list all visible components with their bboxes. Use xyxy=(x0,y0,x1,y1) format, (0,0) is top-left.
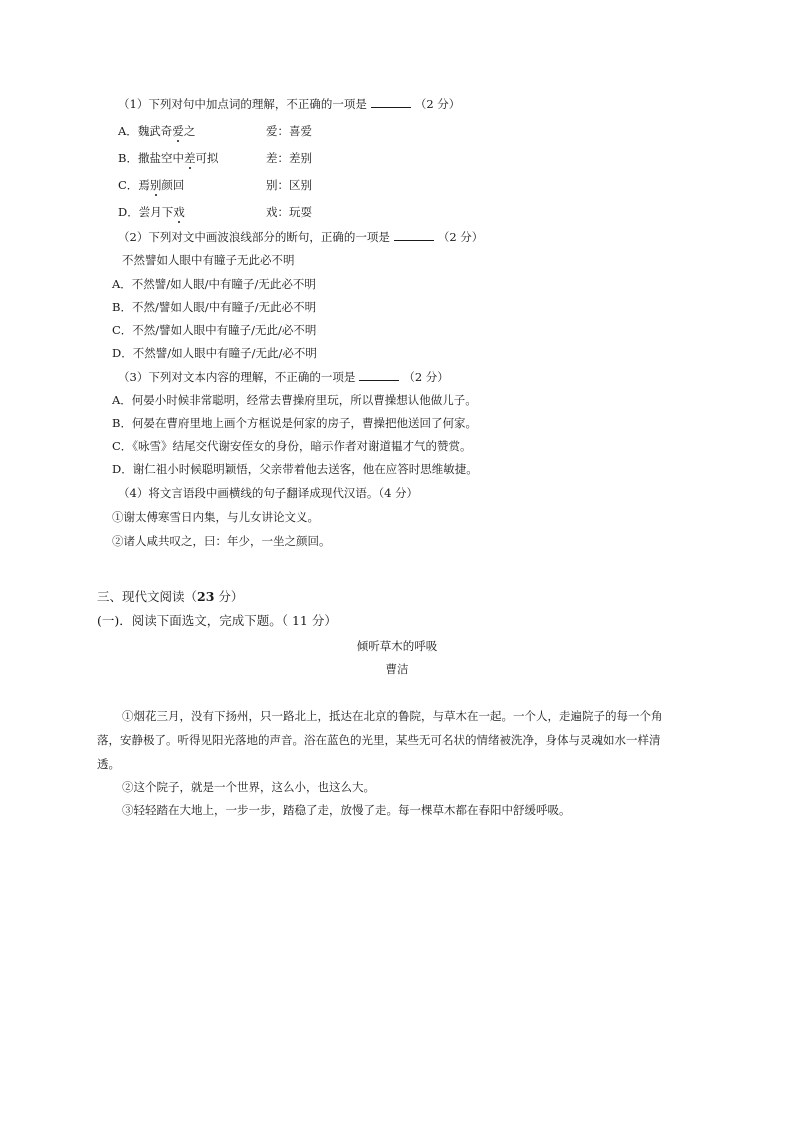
paragraph: ③轻轻踏在大地上，一步一步，踏稳了走，放慢了走。每一棵草木都在春阳中舒缓呼吸。 xyxy=(122,803,571,817)
q4-item-2: ②诸人咸共叹之，曰：年少，一坐之颜回。 xyxy=(112,534,331,548)
q1-option-d xyxy=(118,204,312,220)
paragraph: ②这个院子，就是一个世界，这么小，也这么大。 xyxy=(122,780,375,794)
q3-stem-text: （3）下列对文本内容的理解，不正确的一项是 xyxy=(118,370,356,384)
essay-title: 倾听草木的呼吸 xyxy=(356,639,438,653)
q2-option-c: C．不然/譬如人眼中有瞳子/无此/必不明 xyxy=(112,323,317,337)
option-gloss: 别：区别 xyxy=(266,178,312,192)
option-gloss: 爱：喜爱 xyxy=(266,124,312,138)
q3-option-c: C．《咏雪》结尾交代谢安侄女的身份，暗示作者对谢道韫才气的赞赏。 xyxy=(112,439,472,453)
q1-stem-text: （1）下列对句中加点词的理解，不正确的一项是 xyxy=(118,97,367,111)
q3-option-a: A．何晏小时候非常聪明，经常去曹操府里玩，所以曹操想认他做儿子。 xyxy=(112,393,477,407)
dotted-word: 爱 xyxy=(172,124,184,138)
q1-option-a xyxy=(118,123,312,139)
q2-option-d: D．不然譬/如人眼中有瞳子/无此/必不明 xyxy=(112,346,317,360)
dotted-word: 别 xyxy=(149,178,162,192)
option-text: 可拟 xyxy=(195,151,219,165)
option-letter: B． xyxy=(118,151,138,165)
q1-answer-blank[interactable] xyxy=(371,96,411,108)
section-title xyxy=(97,589,243,605)
q2-sentence: 不然譬如人眼中有瞳子无此必不明 xyxy=(122,253,295,267)
option-letter: C． xyxy=(118,178,139,192)
q2-stem-text: （2）下列对文中画波浪线部分的断句，正确的一项是 xyxy=(118,230,390,244)
q3-stem xyxy=(118,369,449,385)
subsection-title: (一)．阅读下面选文，完成下题。（ 11 分） xyxy=(97,613,337,628)
dotted-word: 戏 xyxy=(173,205,185,219)
q2-option-a: A．不然譬/如人眼/中有瞳子/无此必不明 xyxy=(112,277,316,291)
q2-option-b: B．不然/譬如人眼/中有瞳子/无此必不明 xyxy=(112,300,317,314)
option-text: 尝月下 xyxy=(138,205,174,219)
section-score: 23 xyxy=(197,589,215,604)
q1-option-c xyxy=(118,177,312,193)
section-title-text: 三、现代文阅读（ xyxy=(97,589,198,604)
paragraph-line: 透。 xyxy=(97,757,120,771)
option-gloss: 差：差别 xyxy=(266,151,312,165)
paragraph-line: ①烟花三月，没有下扬州，只一路北上，抵达在北京的鲁院，与草木在一起。一个人，走遍院子的每一个角 xyxy=(122,709,663,723)
q2-score: （2 分） xyxy=(437,230,484,244)
option-letter: A． xyxy=(118,124,138,138)
q3-option-d: D．谢仁祖小时候聪明颖悟，父亲带着他去送客，他在应答时思维敏捷。 xyxy=(112,462,478,476)
option-letter: D． xyxy=(118,205,139,219)
q3-score: （2 分） xyxy=(403,370,449,384)
q1-score: （2 分） xyxy=(414,97,461,111)
q4-item-1: ①谢太傅寒雪日内集，与儿女讲论文义。 xyxy=(112,510,319,524)
section-title-text: 分） xyxy=(214,589,244,604)
q2-stem xyxy=(118,229,483,245)
option-text: 撒盐空中 xyxy=(137,151,184,165)
essay-author: 曹洁 xyxy=(385,662,409,676)
q3-option-b: B．何晏在曹府里地上画个方框说是何家的房子，曹操把他送回了何家。 xyxy=(112,416,477,430)
q4-stem: （4）将文言语段中画横线的句子翻译成现代汉语。（4 分） xyxy=(118,486,419,500)
dotted-word: 差 xyxy=(183,151,196,165)
q3-answer-blank[interactable] xyxy=(359,369,399,381)
q1-stem xyxy=(118,96,460,112)
q1-option-b xyxy=(118,150,312,166)
option-gloss: 戏：玩耍 xyxy=(266,205,312,219)
q2-answer-blank[interactable] xyxy=(394,229,434,241)
paragraph-line: 落，安静极了。听得见阳光落地的声音。浴在蓝色的光里，某些无可名状的情绪被洗净，身体与灵魂如水一样清 xyxy=(97,733,661,747)
option-text: 颜回 xyxy=(161,178,185,192)
option-text: 焉 xyxy=(138,178,150,192)
option-text: 魏武奇 xyxy=(137,124,173,138)
option-text: 之 xyxy=(183,124,196,138)
